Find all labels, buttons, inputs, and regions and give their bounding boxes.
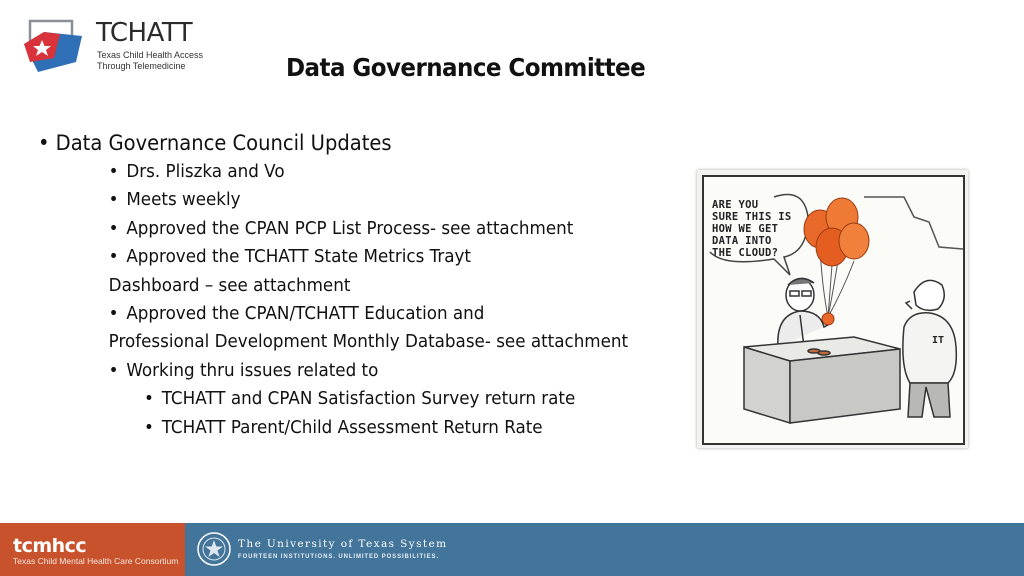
- it-shirt-label: IT: [932, 335, 945, 346]
- bullet-list: [38, 128, 678, 442]
- bullet-icon: •: [108, 161, 119, 182]
- bullet-item: [38, 128, 633, 158]
- bullet-item: [38, 186, 633, 214]
- tcmhcc-logo: tcmhcc: [13, 535, 87, 557]
- speech-text: ARE YOU SURE THIS IS HOW WE GET DATA INTO THE CLOUD?: [712, 199, 792, 259]
- bullet-text: Approved the CPAN/TCHATT Education and: [126, 303, 485, 325]
- bullet-text: Approved the TCHATT State Metrics Trayt: [126, 246, 472, 268]
- bullet-text: Working thru issues related to: [126, 359, 379, 381]
- bullet-text: Drs. Pliszka and Vo: [126, 161, 285, 182]
- logo-subtitle-line2: Through Telemedicine: [97, 61, 186, 71]
- speech-bubble: [710, 195, 808, 276]
- slide-title: Data Governance Committee: [286, 53, 646, 82]
- balloon-icon: [804, 198, 869, 325]
- bullet-icon: •: [144, 388, 154, 410]
- cloud-cartoon: [697, 170, 968, 448]
- tcmhcc-fullname: Texas Child Mental Health Care Consortium: [13, 556, 179, 566]
- desk: [744, 337, 900, 423]
- ut-system-tagline: FOURTEEN INSTITUTIONS. UNLIMITED POSSIBILITIES.: [238, 554, 439, 560]
- bullet-text: Data Governance Council Updates: [55, 131, 392, 155]
- bullet-text: TCHATT Parent/Child Assessment Return Rate: [161, 416, 543, 438]
- bullet-icon: •: [38, 131, 50, 155]
- cartoon-drawing: [704, 177, 963, 443]
- logo-subtitle-line1: Texas Child Health Access: [97, 50, 204, 60]
- bullet-item: [38, 243, 633, 271]
- ut-seal-icon: [196, 531, 232, 567]
- it-person-figure: [903, 280, 956, 417]
- presenter-figure: [778, 278, 828, 347]
- bullet-icon: •: [108, 303, 119, 325]
- logo-name: TCHATT: [96, 18, 193, 48]
- bullet-icon: •: [108, 246, 119, 268]
- bullet-icon: •: [108, 217, 119, 239]
- tcmhcc-panel: [0, 523, 185, 576]
- texas-flag-icon: [24, 18, 86, 74]
- bullet-text: TCHATT and CPAN Satisfaction Survey return rate: [161, 388, 576, 410]
- bullet-item: [38, 300, 633, 328]
- bullet-item: [38, 414, 633, 442]
- bullet-continuation: Dashboard – see attachment: [108, 274, 351, 296]
- bullet-item: [38, 158, 633, 186]
- ut-system-name: The University of Texas System: [238, 538, 448, 550]
- bullet-text: Meets weekly: [126, 189, 241, 211]
- bullet-continuation: Professional Development Monthly Database- see attachment: [108, 331, 629, 353]
- bullet-item: [38, 357, 633, 385]
- bullet-item: [38, 215, 633, 243]
- bullet-item: [38, 385, 633, 413]
- footer-bar: [0, 523, 1024, 576]
- bullet-icon: •: [108, 359, 119, 381]
- bullet-icon: •: [144, 416, 154, 438]
- cartoon-panel: [702, 175, 965, 445]
- bullet-icon: •: [108, 189, 119, 211]
- tchatt-logo: [24, 16, 224, 76]
- bullet-text: Approved the CPAN PCP List Process- see attachment: [126, 217, 574, 239]
